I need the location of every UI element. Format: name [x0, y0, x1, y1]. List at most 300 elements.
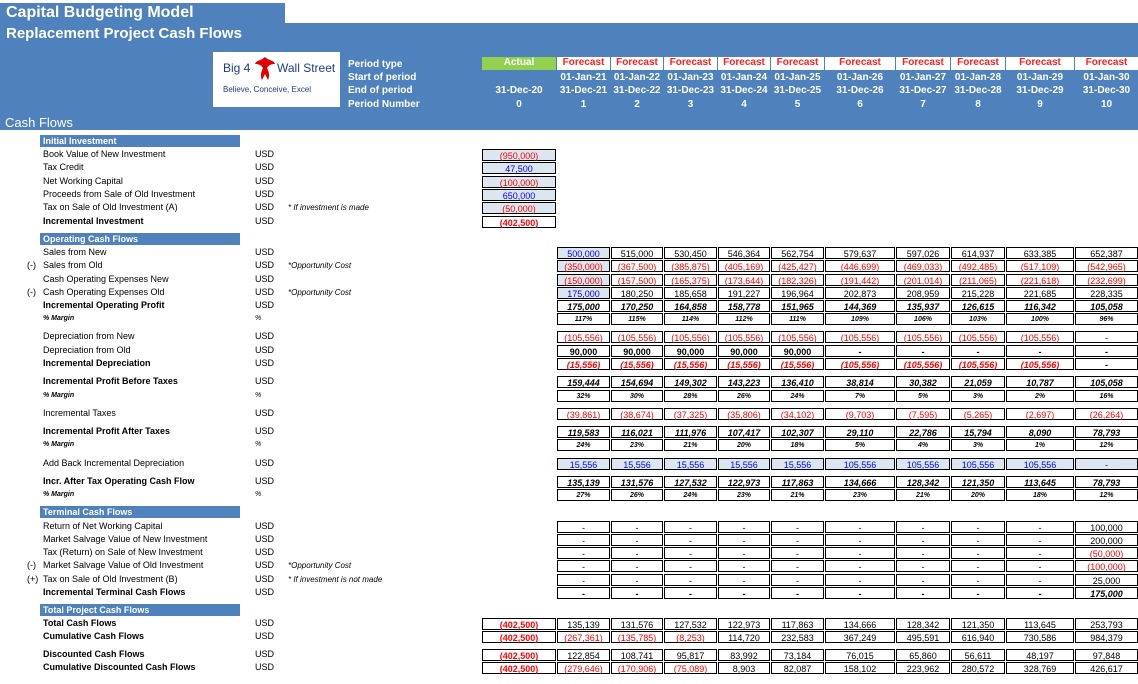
value-cell[interactable]: 579,637	[825, 247, 895, 259]
value-cell[interactable]: 180,250	[611, 287, 663, 299]
value-cell[interactable]: 114%	[664, 313, 717, 325]
value-cell[interactable]: (15,556)	[771, 358, 824, 370]
value-cell[interactable]: 83,992	[718, 649, 770, 661]
value-cell[interactable]: -	[951, 345, 1005, 357]
value-cell[interactable]: 24%	[771, 390, 824, 402]
value-cell[interactable]: -	[951, 521, 1005, 533]
value-cell[interactable]: 114,720	[718, 631, 770, 643]
value-cell[interactable]: -	[1006, 587, 1074, 599]
value-cell[interactable]: -	[557, 521, 610, 533]
actual-cell[interactable]: (402,500)	[482, 216, 556, 228]
value-cell[interactable]: 8,903	[718, 662, 770, 674]
value-cell[interactable]: (105,556)	[1006, 331, 1074, 343]
value-cell[interactable]: (2,697)	[1006, 408, 1074, 420]
row-unit: USD	[255, 247, 275, 257]
value-cell[interactable]: -	[951, 560, 1005, 572]
actual-cell[interactable]: 650,000	[482, 189, 556, 201]
value-cell[interactable]: (9,703)	[825, 408, 895, 420]
value-cell[interactable]: 135,937	[896, 300, 950, 312]
value-cell[interactable]: 21,059	[951, 376, 1005, 388]
value-cell[interactable]: -	[896, 547, 950, 559]
value-cell[interactable]: -	[951, 587, 1005, 599]
value-cell[interactable]: 134,666	[825, 618, 895, 630]
value-cell[interactable]: 115%	[611, 313, 663, 325]
period-type-8: Forecast	[951, 57, 1005, 70]
value-cell[interactable]: (279,646)	[557, 662, 610, 674]
value-cell[interactable]: 116,021	[611, 426, 663, 438]
value-cell[interactable]: 48,197	[1006, 649, 1074, 661]
value-cell[interactable]: 25,000	[1075, 574, 1138, 586]
value-cell[interactable]: 15,794	[951, 426, 1005, 438]
value-cell[interactable]: (150,000)	[557, 274, 610, 286]
value-cell[interactable]: -	[611, 560, 663, 572]
value-cell[interactable]: 82,087	[771, 662, 824, 674]
value-cell[interactable]: -	[771, 547, 824, 559]
value-cell[interactable]: (385,875)	[664, 260, 717, 272]
value-cell[interactable]: 3%	[951, 390, 1005, 402]
value-cell[interactable]: 984,379	[1075, 631, 1138, 643]
value-cell[interactable]: (15,556)	[611, 358, 663, 370]
actual-cell[interactable]: (50,000)	[482, 202, 556, 214]
value-cell[interactable]: -	[825, 345, 895, 357]
value-cell[interactable]: 96%	[1075, 313, 1138, 325]
value-cell[interactable]: -	[1006, 547, 1074, 559]
value-cell[interactable]: 15,556	[557, 458, 610, 470]
value-cell[interactable]: 170,250	[611, 300, 663, 312]
value-cell[interactable]: -	[557, 574, 610, 586]
value-cell[interactable]: (105,556)	[896, 331, 950, 343]
value-cell[interactable]: 24%	[664, 489, 717, 501]
value-cell[interactable]: 126,615	[951, 300, 1005, 312]
value-cell[interactable]: (105,556)	[1006, 358, 1074, 370]
value-cell[interactable]: 280,572	[951, 662, 1005, 674]
value-cell[interactable]: 15,556	[611, 458, 663, 470]
value-cell[interactable]: -	[718, 560, 770, 572]
value-cell[interactable]: (105,556)	[825, 331, 895, 343]
header-band	[0, 23, 1138, 116]
value-cell[interactable]: -	[771, 521, 824, 533]
value-cell[interactable]: 122,973	[718, 476, 770, 488]
value-cell[interactable]: 228,335	[1075, 287, 1138, 299]
value-cell[interactable]: 652,387	[1075, 247, 1138, 259]
value-cell[interactable]: (492,485)	[951, 260, 1005, 272]
actual-cell[interactable]: (402,500)	[482, 631, 556, 643]
value-cell[interactable]: 185,658	[664, 287, 717, 299]
value-cell[interactable]: (105,556)	[611, 331, 663, 343]
value-cell[interactable]: 158,778	[718, 300, 770, 312]
value-cell[interactable]: 215,228	[951, 287, 1005, 299]
period-start-9: 01-Jan-29	[1016, 72, 1064, 83]
value-cell[interactable]: -	[611, 521, 663, 533]
value-cell[interactable]: 546,364	[718, 247, 770, 259]
value-cell[interactable]: 73,184	[771, 649, 824, 661]
row-unit: USD	[255, 426, 275, 436]
value-cell[interactable]: 119,583	[557, 426, 610, 438]
row-label: Cumulative Cash Flows	[43, 631, 145, 641]
value-cell[interactable]: (39,861)	[557, 408, 610, 420]
value-cell[interactable]: -	[951, 574, 1005, 586]
value-cell[interactable]: 113,645	[1006, 618, 1074, 630]
value-cell[interactable]: -	[896, 560, 950, 572]
value-cell[interactable]: 15,556	[771, 458, 824, 470]
value-cell[interactable]: (105,556)	[771, 331, 824, 343]
value-cell[interactable]: (34,102)	[771, 408, 824, 420]
value-cell[interactable]: 20%	[951, 489, 1005, 501]
value-cell[interactable]: 3%	[951, 439, 1005, 451]
value-cell[interactable]: -	[771, 587, 824, 599]
value-cell[interactable]: 78,793	[1075, 476, 1138, 488]
value-cell[interactable]: 175,000	[1075, 587, 1138, 599]
value-cell[interactable]: -	[611, 574, 663, 586]
value-cell[interactable]: 117%	[557, 313, 610, 325]
value-cell[interactable]: 109%	[825, 313, 895, 325]
value-cell[interactable]: 27%	[557, 489, 610, 501]
value-cell[interactable]: 149,302	[664, 376, 717, 388]
value-cell[interactable]: 90,000	[718, 345, 770, 357]
value-cell[interactable]: 158,102	[825, 662, 895, 674]
value-cell[interactable]: 56,611	[951, 649, 1005, 661]
value-cell[interactable]: 26%	[611, 489, 663, 501]
value-cell[interactable]: 108,741	[611, 649, 663, 661]
value-cell[interactable]: (211,065)	[951, 274, 1005, 286]
value-cell[interactable]: -	[557, 534, 610, 546]
value-cell[interactable]: 151,965	[771, 300, 824, 312]
value-cell[interactable]: (182,326)	[771, 274, 824, 286]
value-cell[interactable]: (405,169)	[718, 260, 770, 272]
value-cell[interactable]: 12%	[1075, 489, 1138, 501]
section-header: Total Project Cash Flows	[40, 604, 240, 616]
value-cell[interactable]: -	[557, 560, 610, 572]
value-cell[interactable]: 367,249	[825, 631, 895, 643]
value-cell[interactable]: (170,906)	[611, 662, 663, 674]
value-cell[interactable]: 15,556	[718, 458, 770, 470]
period-start-7: 01-Jan-27	[899, 72, 947, 83]
value-cell[interactable]: (165,375)	[664, 274, 717, 286]
value-cell[interactable]: -	[718, 587, 770, 599]
value-cell[interactable]: (35,806)	[718, 408, 770, 420]
value-cell[interactable]: 100%	[1006, 313, 1074, 325]
value-cell[interactable]: 24%	[557, 439, 610, 451]
value-cell[interactable]: 135,139	[557, 476, 610, 488]
value-cell[interactable]: (5,265)	[951, 408, 1005, 420]
value-cell[interactable]: (100,000)	[1075, 560, 1138, 572]
value-cell[interactable]: -	[1075, 345, 1138, 357]
value-cell[interactable]: -	[664, 560, 717, 572]
value-cell[interactable]: 65,860	[896, 649, 950, 661]
value-cell[interactable]: 495,591	[896, 631, 950, 643]
value-cell[interactable]: -	[718, 547, 770, 559]
value-cell[interactable]: (7,595)	[896, 408, 950, 420]
value-cell[interactable]: 122,973	[718, 618, 770, 630]
value-cell[interactable]: (38,674)	[611, 408, 663, 420]
value-cell[interactable]: 128,342	[896, 618, 950, 630]
value-cell[interactable]: 121,350	[951, 618, 1005, 630]
value-cell[interactable]: 614,937	[951, 247, 1005, 259]
value-cell[interactable]: 16%	[1075, 390, 1138, 402]
value-cell[interactable]: (105,556)	[896, 358, 950, 370]
value-cell[interactable]: -	[1075, 331, 1138, 343]
value-cell[interactable]: -	[664, 547, 717, 559]
value-cell[interactable]: 20%	[718, 439, 770, 451]
value-cell[interactable]: 500,000	[557, 247, 610, 259]
value-cell[interactable]: 12%	[1075, 439, 1138, 451]
value-cell[interactable]: -	[664, 587, 717, 599]
value-cell[interactable]: 2%	[1006, 390, 1074, 402]
value-cell[interactable]: -	[825, 574, 895, 586]
value-cell[interactable]: 136,410	[771, 376, 824, 388]
period-num-3: 3	[687, 99, 694, 110]
value-cell[interactable]: -	[771, 560, 824, 572]
value-cell[interactable]: 90,000	[664, 345, 717, 357]
value-cell[interactable]: 616,940	[951, 631, 1005, 643]
value-cell[interactable]: 202,873	[825, 287, 895, 299]
value-cell[interactable]: 223,962	[896, 662, 950, 674]
actual-cell[interactable]: (402,500)	[482, 662, 556, 674]
row-label: Depreciation from Old	[43, 345, 131, 355]
value-cell[interactable]: -	[557, 587, 610, 599]
value-cell[interactable]: 113,645	[1006, 476, 1074, 488]
value-cell[interactable]: 131,576	[611, 618, 663, 630]
value-cell[interactable]: 105,556	[951, 458, 1005, 470]
value-cell[interactable]: (191,442)	[825, 274, 895, 286]
value-cell[interactable]: (105,556)	[825, 358, 895, 370]
value-cell[interactable]: (37,325)	[664, 408, 717, 420]
value-cell[interactable]: 426,617	[1075, 662, 1138, 674]
value-cell[interactable]: -	[771, 534, 824, 546]
value-cell[interactable]: (446,699)	[825, 260, 895, 272]
value-cell[interactable]: 4%	[896, 439, 950, 451]
period-num-7: 7	[920, 99, 926, 110]
value-cell[interactable]: 29,110	[825, 426, 895, 438]
value-cell[interactable]: 221,685	[1006, 287, 1074, 299]
section-header: Operating Cash Flows	[40, 233, 240, 245]
actual-cell[interactable]: (100,000)	[482, 176, 556, 188]
value-cell[interactable]: -	[664, 574, 717, 586]
value-cell[interactable]: 76,015	[825, 649, 895, 661]
value-cell[interactable]: 23%	[718, 489, 770, 501]
value-cell[interactable]: 95,817	[664, 649, 717, 661]
value-cell[interactable]: 154,694	[611, 376, 663, 388]
value-cell[interactable]: 10,787	[1006, 376, 1074, 388]
value-cell[interactable]: 102,307	[771, 426, 824, 438]
value-cell[interactable]: 105,058	[1075, 300, 1138, 312]
value-cell[interactable]: 730,586	[1006, 631, 1074, 643]
value-cell[interactable]: 78,793	[1075, 426, 1138, 438]
value-cell[interactable]: (50,000)	[1075, 547, 1138, 559]
row-unit: USD	[255, 574, 275, 584]
section-header: Initial Investment	[40, 135, 240, 147]
value-cell[interactable]: -	[825, 547, 895, 559]
value-cell[interactable]: 117,863	[771, 618, 824, 630]
value-cell[interactable]: 15,556	[664, 458, 717, 470]
value-cell[interactable]: -	[718, 534, 770, 546]
value-cell[interactable]: 112%	[718, 313, 770, 325]
value-cell[interactable]: -	[718, 574, 770, 586]
company-logo	[213, 52, 340, 107]
value-cell[interactable]: 128,342	[896, 476, 950, 488]
value-cell[interactable]: (15,556)	[718, 358, 770, 370]
row-unit: USD	[255, 476, 275, 486]
value-cell[interactable]: 18%	[771, 439, 824, 451]
value-cell[interactable]: -	[825, 534, 895, 546]
value-cell[interactable]: 127,532	[664, 618, 717, 630]
value-cell[interactable]: -	[664, 521, 717, 533]
value-cell[interactable]: 5%	[825, 439, 895, 451]
value-cell[interactable]: 26%	[718, 390, 770, 402]
value-cell[interactable]: 144,369	[825, 300, 895, 312]
value-cell[interactable]: (75,089)	[664, 662, 717, 674]
value-cell[interactable]: (542,965)	[1075, 260, 1138, 272]
value-cell[interactable]: 105,556	[896, 458, 950, 470]
value-cell[interactable]: 200,000	[1075, 534, 1138, 546]
value-cell[interactable]: 22,786	[896, 426, 950, 438]
value-cell[interactable]: (105,556)	[951, 358, 1005, 370]
value-cell[interactable]: -	[1006, 521, 1074, 533]
value-cell[interactable]: -	[896, 345, 950, 357]
value-cell[interactable]: -	[1075, 458, 1138, 470]
value-cell[interactable]: 134,666	[825, 476, 895, 488]
value-cell[interactable]: 38,814	[825, 376, 895, 388]
value-cell[interactable]: -	[1075, 358, 1138, 370]
value-cell[interactable]: 143,223	[718, 376, 770, 388]
value-cell[interactable]: 32%	[557, 390, 610, 402]
value-cell[interactable]: (8,253)	[664, 631, 717, 643]
value-cell[interactable]: (15,556)	[557, 358, 610, 370]
value-cell[interactable]: -	[951, 547, 1005, 559]
period-end-1: 31-Dec-21	[559, 85, 608, 96]
value-cell[interactable]: (517,109)	[1006, 260, 1074, 272]
value-cell[interactable]: 191,227	[718, 287, 770, 299]
value-cell[interactable]: -	[825, 521, 895, 533]
value-cell[interactable]: 1%	[1006, 439, 1074, 451]
value-cell[interactable]: 328,769	[1006, 662, 1074, 674]
value-cell[interactable]: (105,556)	[718, 331, 770, 343]
value-cell[interactable]: 30,382	[896, 376, 950, 388]
value-cell[interactable]: 23%	[611, 439, 663, 451]
value-cell[interactable]: (425,427)	[771, 260, 824, 272]
value-cell[interactable]: -	[951, 534, 1005, 546]
value-cell[interactable]: 106%	[896, 313, 950, 325]
value-cell[interactable]: 164,858	[664, 300, 717, 312]
value-cell[interactable]: 208,959	[896, 287, 950, 299]
value-cell[interactable]: -	[896, 574, 950, 586]
value-cell[interactable]: -	[896, 587, 950, 599]
value-cell[interactable]: -	[896, 521, 950, 533]
value-cell[interactable]: 21%	[896, 489, 950, 501]
value-cell[interactable]: -	[896, 534, 950, 546]
value-cell[interactable]: 633,385	[1006, 247, 1074, 259]
value-cell[interactable]: (232,699)	[1075, 274, 1138, 286]
value-cell[interactable]: -	[825, 587, 895, 599]
value-cell[interactable]: 18%	[1006, 489, 1074, 501]
value-cell[interactable]: 127,532	[664, 476, 717, 488]
value-cell[interactable]: 515,000	[611, 247, 663, 259]
period-num-9: 9	[1037, 99, 1043, 110]
value-cell[interactable]: (367,500)	[611, 260, 663, 272]
value-cell[interactable]: 111,976	[664, 426, 717, 438]
value-cell[interactable]: 103%	[951, 313, 1005, 325]
value-cell[interactable]: -	[664, 534, 717, 546]
value-cell[interactable]: 8,090	[1006, 426, 1074, 438]
actual-cell[interactable]: 47,500	[482, 162, 556, 174]
actual-cell[interactable]: (402,500)	[482, 618, 556, 630]
value-cell[interactable]: (469,033)	[896, 260, 950, 272]
value-cell[interactable]: (157,500)	[611, 274, 663, 286]
value-cell[interactable]: -	[1006, 560, 1074, 572]
value-cell[interactable]: -	[611, 547, 663, 559]
value-cell[interactable]: 90,000	[557, 345, 610, 357]
value-cell[interactable]: 105,058	[1075, 376, 1138, 388]
value-cell[interactable]: 175,000	[557, 287, 610, 299]
value-cell[interactable]: 117,863	[771, 476, 824, 488]
value-cell[interactable]: 21%	[664, 439, 717, 451]
value-cell[interactable]: 116,342	[1006, 300, 1074, 312]
value-cell[interactable]: -	[557, 547, 610, 559]
value-cell[interactable]: 121,350	[951, 476, 1005, 488]
value-cell[interactable]: 131,576	[611, 476, 663, 488]
value-cell[interactable]: 90,000	[771, 345, 824, 357]
value-cell[interactable]: 30%	[611, 390, 663, 402]
value-cell[interactable]: 159,444	[557, 376, 610, 388]
value-cell[interactable]: (173,644)	[718, 274, 770, 286]
value-cell[interactable]: 175,000	[557, 300, 610, 312]
value-cell[interactable]: -	[718, 521, 770, 533]
value-cell[interactable]: 135,139	[557, 618, 610, 630]
value-cell[interactable]: (221,618)	[1006, 274, 1074, 286]
value-cell[interactable]: (350,000)	[557, 260, 610, 272]
value-cell[interactable]: -	[611, 534, 663, 546]
value-cell[interactable]: -	[825, 560, 895, 572]
value-cell[interactable]: 232,583	[771, 631, 824, 643]
value-cell[interactable]: 597,026	[896, 247, 950, 259]
value-cell[interactable]: (105,556)	[951, 331, 1005, 343]
value-cell[interactable]: 90,000	[611, 345, 663, 357]
value-cell[interactable]: 5%	[896, 390, 950, 402]
value-cell[interactable]: (105,556)	[664, 331, 717, 343]
value-cell[interactable]: 196,964	[771, 287, 824, 299]
actual-cell[interactable]: (402,500)	[482, 649, 556, 661]
value-cell[interactable]: 7%	[825, 390, 895, 402]
value-cell[interactable]: (15,556)	[664, 358, 717, 370]
value-cell[interactable]: (135,785)	[611, 631, 663, 643]
value-cell[interactable]: 21%	[771, 489, 824, 501]
value-cell[interactable]: 122,854	[557, 649, 610, 661]
value-cell[interactable]: 107,417	[718, 426, 770, 438]
value-cell[interactable]: (26,264)	[1075, 408, 1138, 420]
value-cell[interactable]: 105,556	[1006, 458, 1074, 470]
value-cell[interactable]: -	[1006, 574, 1074, 586]
value-cell[interactable]: 97,848	[1075, 649, 1138, 661]
value-cell[interactable]: 111%	[771, 313, 824, 325]
value-cell[interactable]: -	[611, 587, 663, 599]
period-start-10: 01-Jan-30	[1083, 72, 1130, 83]
value-cell[interactable]: 105,556	[825, 458, 895, 470]
value-cell[interactable]: (201,014)	[896, 274, 950, 286]
value-cell[interactable]: 100,000	[1075, 521, 1138, 533]
actual-cell[interactable]: (950,000)	[482, 149, 556, 161]
value-cell[interactable]: (267,361)	[557, 631, 610, 643]
value-cell[interactable]: -	[771, 574, 824, 586]
value-cell[interactable]: -	[1006, 534, 1074, 546]
value-cell[interactable]: -	[1006, 345, 1074, 357]
value-cell[interactable]: 23%	[825, 489, 895, 501]
value-cell[interactable]: 530,450	[664, 247, 717, 259]
value-cell[interactable]: 562,754	[771, 247, 824, 259]
period-end-4: 31-Dec-24	[720, 85, 768, 96]
value-cell[interactable]: (105,556)	[557, 331, 610, 343]
value-cell[interactable]: 28%	[664, 390, 717, 402]
value-cell[interactable]: 253,793	[1075, 618, 1138, 630]
